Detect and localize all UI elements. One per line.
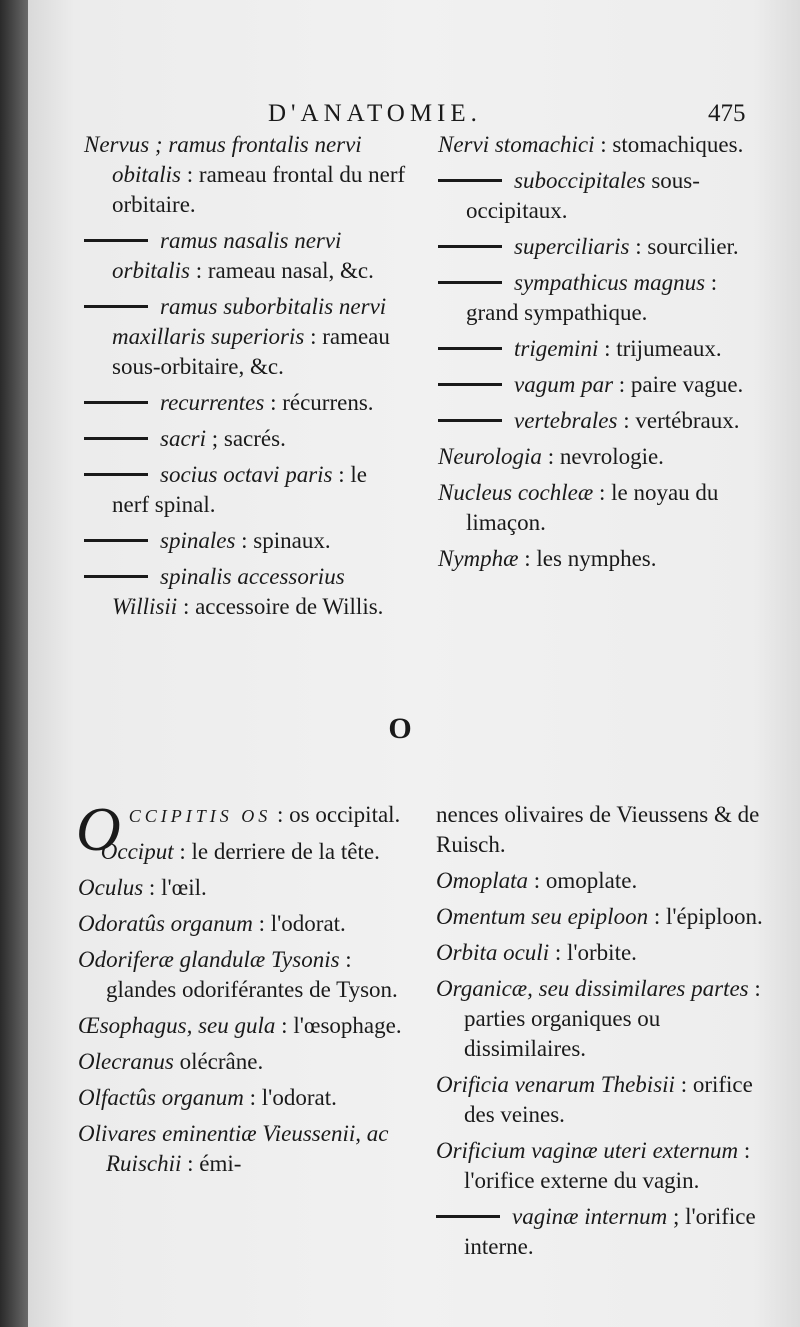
entry-latin: Omentum seu epiploon xyxy=(436,904,649,929)
entry-latin: superciliaris xyxy=(514,234,630,259)
entry-french: l'orifice interne. xyxy=(464,1204,756,1259)
entry-separator: : xyxy=(598,336,617,361)
entry-french: spinaux. xyxy=(253,528,331,553)
entry-separator: : xyxy=(189,258,208,283)
entry-french: paire vague. xyxy=(630,372,744,397)
entry-french: l'œil. xyxy=(161,875,207,900)
entry-latin: socius octavi paris xyxy=(160,462,333,487)
entry-french: le nerf spinal. xyxy=(112,462,367,517)
entry-latin: Oculus xyxy=(78,875,144,900)
entry-latin: Occiput xyxy=(100,839,174,864)
entry-french: vertébraux. xyxy=(635,408,740,433)
page-title: D'ANATOMIE. xyxy=(268,100,482,127)
ditto-dash xyxy=(438,419,502,422)
entry-latin: Odoratûs organum xyxy=(78,911,253,936)
entry-latin: Orificia venarum Thebisii xyxy=(436,1072,675,1097)
ditto-dash xyxy=(84,305,148,308)
dictionary-entry xyxy=(438,478,766,538)
entry-french: l'odorat. xyxy=(261,1085,337,1110)
entry-separator: : xyxy=(143,875,162,900)
drop-cap: O xyxy=(76,796,121,864)
entry-separator: : xyxy=(339,947,352,972)
entry-french: rameau nasal, &c. xyxy=(207,258,374,283)
entry-separator: : xyxy=(541,444,560,469)
entry-french: l'œsophage. xyxy=(293,1013,402,1038)
entry-latin: Olecranus xyxy=(78,1049,174,1074)
dictionary-entry xyxy=(438,268,766,328)
entry-french: rameau sous-orbitaire, &c. xyxy=(112,324,390,379)
ditto-dash xyxy=(438,347,502,350)
dictionary-entry xyxy=(78,1047,408,1077)
ditto-dash xyxy=(84,437,148,440)
ditto-dash xyxy=(438,383,502,386)
entry-latin: sacri xyxy=(160,426,206,451)
entry-latin: Neurologia xyxy=(438,444,542,469)
dictionary-entry xyxy=(436,866,766,896)
dictionary-entry xyxy=(436,1202,766,1262)
entry-latin: Nervi stomachici xyxy=(438,132,595,157)
dictionary-entry xyxy=(78,873,408,903)
entry-separator: : xyxy=(738,1138,751,1163)
entry-latin: sympathicus magnus xyxy=(514,270,706,295)
entry-french: omoplate. xyxy=(545,868,638,893)
entry-latin: trigemini xyxy=(514,336,599,361)
dictionary-entry xyxy=(436,902,766,932)
entry-separator: : xyxy=(648,904,666,929)
dictionary-entry xyxy=(436,938,766,968)
entry-separator: : xyxy=(617,408,636,433)
dictionary-entry xyxy=(438,232,766,262)
bottom-left-entries xyxy=(78,837,408,1179)
entry-french: grand sympathique. xyxy=(466,300,648,325)
entry-french: sous-occipitaux. xyxy=(466,168,700,223)
entry-latin: Œsophagus, seu gula xyxy=(78,1013,276,1038)
entry-separator: : xyxy=(181,1151,200,1176)
entry-latin: vaginæ internum xyxy=(512,1204,668,1229)
entry-separator: : xyxy=(304,324,323,349)
ditto-dash xyxy=(438,179,502,182)
entry-latin: Organicæ, seu dissimilares partes xyxy=(436,976,749,1001)
dictionary-entry xyxy=(84,424,408,454)
entry-separator: : xyxy=(235,528,254,553)
ditto-dash xyxy=(84,539,148,542)
entry-separator: : xyxy=(549,940,567,965)
dictionary-entry xyxy=(436,974,766,1064)
entry-separator: : xyxy=(243,1085,262,1110)
entry-latin: suboccipitales xyxy=(514,168,646,193)
entry-latin: vertebrales xyxy=(514,408,618,433)
dictionary-entry xyxy=(78,1083,408,1113)
entry-separator: : xyxy=(674,1072,693,1097)
page-gutter-shadow xyxy=(0,0,28,1327)
dictionary-entry xyxy=(78,945,408,1005)
entry-latin: Olivares eminentiæ Vieussenii, ac Ruischii xyxy=(78,1121,389,1176)
entry-latin: Orificium vaginæ uteri externum xyxy=(436,1138,739,1163)
entry-latin: ramus nasalis nervi orbitalis xyxy=(112,228,342,283)
entry-french: nevrologie. xyxy=(559,444,664,469)
entry-french: accessoire de Willis. xyxy=(195,594,384,619)
entry-french: l'orbite. xyxy=(566,940,637,965)
entry-separator: : xyxy=(593,480,612,505)
dictionary-entry xyxy=(438,166,766,226)
dictionary-entry xyxy=(84,292,408,382)
ditto-dash xyxy=(438,245,502,248)
entry-separator: : xyxy=(748,976,761,1001)
entry-latin: Orbita oculi xyxy=(436,940,550,965)
entry-french: les nymphes. xyxy=(536,546,657,571)
section-letter: O xyxy=(388,712,412,745)
dictionary-entry xyxy=(438,544,766,574)
entry-separator: : xyxy=(275,1013,294,1038)
entry-separator: : xyxy=(705,270,718,295)
ditto-dash xyxy=(436,1215,500,1218)
entry-separator: : xyxy=(271,802,290,827)
dictionary-entry xyxy=(84,130,408,220)
dictionary-entry xyxy=(84,226,408,286)
entry-latin: vagum par xyxy=(514,372,614,397)
dictionary-entry xyxy=(78,837,408,867)
entry-separator: : xyxy=(252,911,271,936)
ditto-dash xyxy=(438,281,502,284)
entry-french: l'odorat. xyxy=(270,911,346,936)
entry-french: stomachiques. xyxy=(612,132,744,157)
continuation-text: nences olivaires de Vieussens & de Ruisch. xyxy=(436,802,760,857)
entry-separator: : xyxy=(528,868,546,893)
entry-latin: spinalis accessorius Willisii xyxy=(112,564,345,619)
dictionary-entry xyxy=(84,388,408,418)
top-right-column xyxy=(438,130,766,580)
entry-separator: : xyxy=(629,234,648,259)
entry-latin: spinales xyxy=(160,528,236,553)
bottom-right-column xyxy=(436,800,766,1268)
entry-separator: : xyxy=(173,839,192,864)
entry-separator: : xyxy=(177,594,196,619)
dictionary-entry xyxy=(438,334,766,364)
dictionary-entry xyxy=(84,460,408,520)
entry-french: émi- xyxy=(199,1151,242,1176)
dictionary-entry xyxy=(438,406,766,436)
entry-separator: ; xyxy=(206,426,224,451)
entry-french: parties organiques ou dissimilaires. xyxy=(464,1006,661,1061)
entry-french: le derriere de la tête. xyxy=(191,839,380,864)
bottom-right-entries xyxy=(436,866,766,1262)
entry-latin: Nervus ; ramus frontalis nervi obitalis xyxy=(84,132,362,187)
dictionary-entry xyxy=(78,1011,408,1041)
dictionary-entry xyxy=(84,526,408,556)
entry-separator: : xyxy=(181,162,199,187)
entry-separator: : xyxy=(594,132,613,157)
dictionary-entry xyxy=(438,130,766,160)
page-number: 475 xyxy=(708,100,746,127)
entry-french: récurrens. xyxy=(282,390,374,415)
dictionary-entry xyxy=(438,442,766,472)
entry-french: sourcilier. xyxy=(647,234,739,259)
entry-latin: ramus suborbitalis nervi maxillaris superioris xyxy=(112,294,387,349)
ditto-dash xyxy=(84,239,148,242)
dictionary-entry xyxy=(436,1070,766,1130)
entry-latin: Omoplata xyxy=(436,868,528,893)
bottom-left-column xyxy=(76,796,408,1185)
entry-french: le noyau du limaçon. xyxy=(466,480,719,535)
dictionary-entry xyxy=(84,562,408,622)
entry-latin: Nymphæ xyxy=(438,546,519,571)
entry-french: sacrés. xyxy=(223,426,286,451)
dictionary-entry xyxy=(438,370,766,400)
entry-french: orifice des veines. xyxy=(464,1072,753,1127)
entry-french: os occipital. xyxy=(289,802,401,827)
entry-latin: Nucleus cochleæ xyxy=(438,480,594,505)
top-left-column xyxy=(84,130,408,628)
entry-french: glandes odoriférantes de Tyson. xyxy=(106,977,398,1002)
dictionary-entry xyxy=(78,1119,408,1179)
entry-french: trijumeaux. xyxy=(616,336,722,361)
entry-french: rameau frontal du nerf orbitaire. xyxy=(112,162,406,217)
entry-latin: Odoriferæ glandulæ Tysonis xyxy=(78,947,340,972)
entry-separator: : xyxy=(332,462,351,487)
entry-separator: : xyxy=(518,546,537,571)
entry-french: l'orifice externe du vagin. xyxy=(464,1168,700,1193)
entry-separator: : xyxy=(613,372,631,397)
entry-separator: : xyxy=(264,390,283,415)
dictionary-entry xyxy=(78,909,408,939)
ditto-dash xyxy=(84,473,148,476)
entry-french: l'épiploon. xyxy=(665,904,763,929)
entry-latin: recurrentes xyxy=(160,390,265,415)
ditto-dash xyxy=(84,575,148,578)
entry-latin: CCIPITIS OS xyxy=(128,806,272,826)
dictionary-entry xyxy=(436,1136,766,1196)
entry-latin: Olfactûs organum xyxy=(78,1085,244,1110)
ditto-dash xyxy=(84,401,148,404)
entry-french: olécrâne. xyxy=(179,1049,264,1074)
entry-separator: ; xyxy=(667,1204,686,1229)
